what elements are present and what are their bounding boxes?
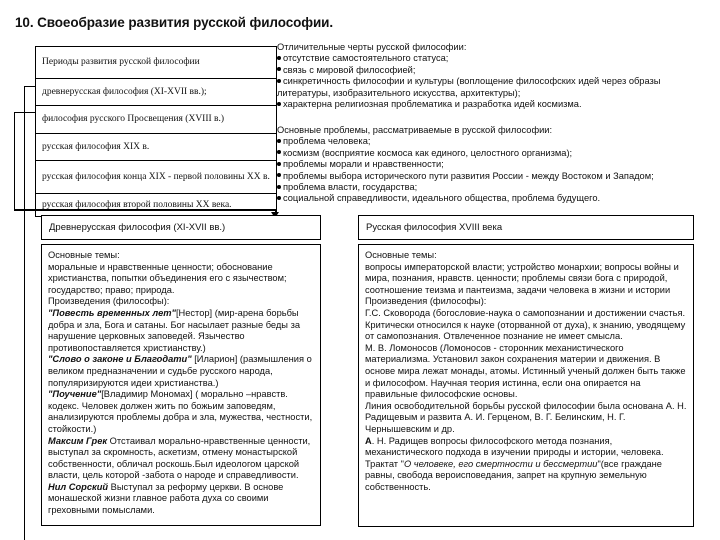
- period-row: [36, 193, 276, 216]
- philosopher-name: Нил Сорский: [48, 481, 109, 492]
- bullet-icon: [277, 162, 281, 166]
- period-row: [36, 133, 276, 160]
- feature-continuation: литературы, изобразительного искусства, архитектуры);: [277, 87, 521, 98]
- work-entry: [48, 389, 315, 435]
- problem-text: проблема власти, государства;: [283, 182, 418, 193]
- features-heading: Отличительные черты русской философии:: [277, 42, 467, 52]
- philosopher-desc: Отстаивал морально-нравственные ценности, выступал за скромность, аскетизм, отмену монастырской собственности, обличал роскошь.Был идеологом царской власти, цель которой -забота о народе и справедливости.: [48, 435, 311, 481]
- features-block: [277, 42, 717, 110]
- work-desc: (мир-арена борьбы добра и зла, Бога и сатаны. Бог насылает разные беды за нарушение церковных заповедей. Язычество противопоставляется христианству.): [48, 307, 301, 353]
- work-author: [Нестор]: [175, 307, 213, 318]
- feature-text: связь с мировой философией;: [283, 64, 416, 75]
- problems-block: [277, 125, 717, 205]
- treatise-title: О человеке, его смертности и бессмертии: [403, 458, 598, 469]
- bullet-icon: [277, 79, 281, 83]
- philosopher-entry: [48, 482, 315, 517]
- problem-text: проблемы морали и нравственности;: [283, 159, 444, 170]
- themes-label: Основные темы:: [48, 250, 120, 260]
- feature-item: [277, 53, 717, 64]
- period-label: русская философия XIX в.: [42, 141, 150, 152]
- lomonosov-entry: М. В. Ломоносов (Ломоносов - сторонник механистического материализма. Установил закон сохранения материи и движения. В основе мира лежат монады, атомы. Истинный ученый должен быть также и философом. Научная теория истинна, если она опирается на правильные философские основы.: [365, 342, 686, 400]
- bullet-icon: [277, 173, 281, 177]
- work-author: [Иларион]: [191, 354, 238, 365]
- connector-line: [14, 112, 35, 113]
- period-row: [36, 105, 276, 133]
- liberation-entry: Линия освободительной борьбы русской философии была основана А. Н. Радищевым и развита А. И. Герценом, В. Г. Белинским, Н. Г. Чернышевским и др.: [365, 400, 687, 434]
- philosopher-name: Максим Грек: [48, 435, 108, 446]
- philosopher-desc: Выступал за реформу церкви. В основе монашеской жизни главное работа духа со своими греховными помыслами.: [48, 481, 284, 516]
- bullet-icon: [277, 102, 281, 106]
- bullet-icon: [277, 56, 281, 60]
- work-entry: [48, 308, 315, 354]
- problem-item: [277, 193, 717, 204]
- radishchev-entry: [365, 436, 688, 494]
- bullet-icon: [277, 196, 281, 200]
- connector-line: [14, 209, 276, 211]
- connector-line: [24, 86, 25, 540]
- left-content-box: [41, 244, 321, 526]
- problems-heading: Основные проблемы, рассматриваемые в русской философии:: [277, 125, 553, 135]
- feature-text: отсутствие самостоятельного статуса;: [283, 53, 449, 64]
- bullet-icon: [277, 67, 281, 71]
- period-row: [36, 160, 276, 193]
- feature-item: [277, 76, 717, 87]
- right-content-box: [358, 244, 694, 527]
- problem-item: [277, 148, 717, 159]
- radishchev-text: . Н. Радищев вопросы философского метода познания, механистического подхода в изучении природы и истории, человека. Трактат ": [365, 435, 664, 469]
- period-row: [36, 78, 276, 105]
- bullet-icon: [277, 185, 281, 189]
- themes-text: моральные и нравственные ценности; обоснование христианства, попытки объединения его с язычеством; государство; право; природа.: [48, 261, 287, 295]
- feature-text: характерна религиозная проблематика и разработка идей космизма.: [283, 99, 582, 110]
- problem-text: космизм (восприятие космоса как единого, целостного организма);: [283, 147, 573, 158]
- works-label: Произведения (философы):: [365, 296, 487, 307]
- period-label: русская философия второй половины XX века.: [42, 199, 232, 210]
- work-author: [Владимир Мономах]: [101, 389, 193, 400]
- radishchev-end: "(все граждане равны, свобода вероисповедания, запрет на крупную земельную собственность.: [365, 458, 662, 492]
- period-label: древнерусская философия (XI-XVII вв.);: [42, 86, 207, 97]
- work-name: "Слово о законе и Благодати": [48, 354, 192, 365]
- work-name: "Поучение": [48, 389, 102, 400]
- problem-item: [277, 171, 717, 182]
- page-title: 10. Своеобразие развития русской философии.: [15, 15, 334, 30]
- right-content: [359, 245, 693, 496]
- feature-text: синкретичность философии и культуры (воплощение философских идей через образы: [283, 76, 661, 87]
- left-title: Древнерусская философия (XI-XVII вв.): [49, 222, 226, 233]
- themes-text: вопросы императорской власти; устройство монархии; вопросы войны и мира, познания, нравств. ценности; проблемы связи бога с природой, соотношение теизма и пантеизма, задачи человека в жизни и истории: [365, 261, 679, 295]
- periods-table: [35, 46, 277, 217]
- problem-item: [277, 136, 717, 147]
- period-label: философия русского Просвещения (XVIII в.): [42, 114, 225, 124]
- feature-item: [277, 65, 717, 76]
- problem-text: проблемы выбора исторического пути развития России - между Востоком и Западом;: [283, 170, 654, 181]
- bullet-icon: [277, 150, 281, 154]
- left-content: [42, 245, 320, 520]
- left-title-box: [41, 215, 321, 240]
- work-desc: (размышления о великом предназначении и судьбе русского народа, популяризируются идеи христианства.): [48, 354, 312, 388]
- right-title-box: [358, 215, 694, 240]
- connector-line: [14, 112, 15, 210]
- work-desc: ( морально –нравств. кодекс. Человек должен жить по божьим заповедям, анализируются проблемы добра и зла, мужества, честности, стойкости.): [48, 389, 313, 434]
- themes-label: Основные темы:: [365, 250, 437, 260]
- period-label: русская философия конца XIX - первой половины XX в.: [42, 171, 270, 182]
- bullet-icon: [277, 139, 281, 143]
- philosopher-entry: [48, 436, 315, 482]
- works-label: Произведения (философы):: [48, 296, 170, 307]
- problem-item: [277, 159, 717, 170]
- feature-item: [277, 99, 717, 110]
- radishchev-initial: А: [365, 435, 372, 446]
- work-name: "Повесть временных лет": [48, 307, 176, 318]
- periods-header: [36, 47, 276, 78]
- skovoroda-entry: Г.С. Сковорода (богословие-наука о самопознании и достижении счастья. Критически относился к науке (оторванной от духа), к знанию, уводящему от самопознания. Отвлеченное познание не имеет смысла.: [365, 307, 686, 342]
- connector-line: [24, 86, 35, 87]
- problem-text: социальной справедливости, идеального общества, проблема будущего.: [283, 193, 601, 204]
- periods-header-text: Периоды развития русской философии: [42, 57, 200, 67]
- problem-text: проблема человека;: [283, 136, 371, 147]
- problem-item: [277, 182, 717, 193]
- right-title: Русская философия XVIII века: [366, 222, 503, 233]
- work-entry: [48, 354, 315, 389]
